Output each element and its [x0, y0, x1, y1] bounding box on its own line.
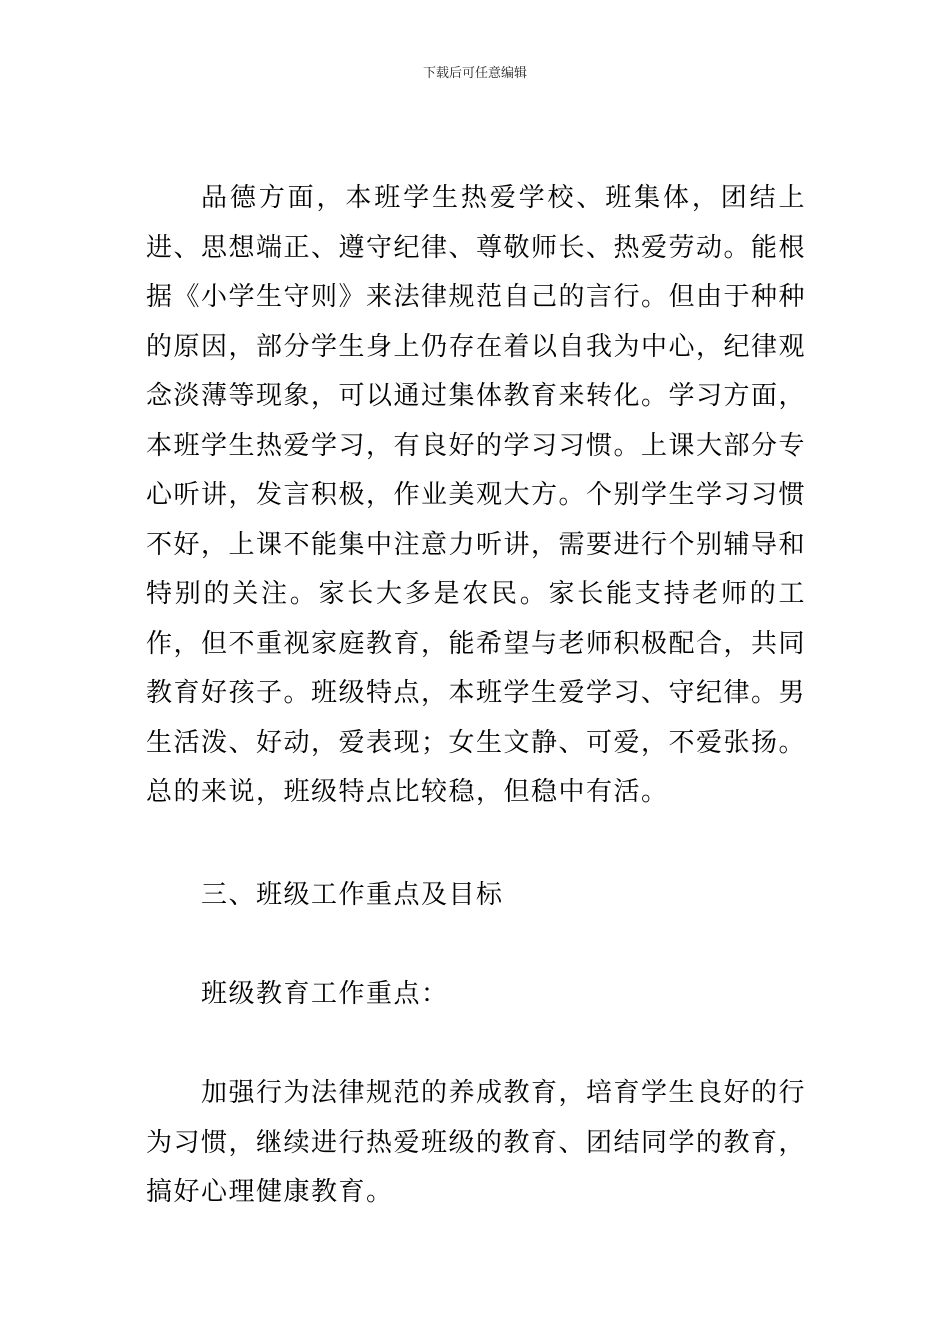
paragraph-class-situation: 品德方面，本班学生热爱学校、班集体，团结上进、思想端正、遵守纪律、尊敬师长、热爱劳动。能根据《小学生守则》来法律规范自己的言行。但由于种种的原因，部分学生身上仍存在着以自我为中心，纪律观念淡薄等现象，可以通过集体教育来转化。学习方面，本班学生热爱学习，有良好的学习习惯。上课大部分专心听讲，发言积极，作业美观大方。个别学生学习习惯不好，上课不能集中注意力听讲，需要进行个别辅导和特别的关注。家长大多是农民。家长能支持老师的工作，但不重视家庭教育，能希望与老师积极配合，共同教育好孩子。班级特点，本班学生爱学习、守纪律。男生活泼、好动，爱表现；女生文静、可爱，不爱张扬。总的来说，班级特点比较稳，但稳中有活。: [146, 183, 807, 807]
page-header-note: 下载后可任意编辑: [422, 66, 527, 81]
subheading-education-focus: 班级教育工作重点：: [201, 979, 449, 1009]
paragraph-education-focus: 加强行为法律规范的养成教育，培育学生良好的行为习惯，继续进行热爱班级的教育、团结同学的教育，搞好心理健康教育。: [146, 1078, 807, 1207]
section-heading-work-focus: 三、班级工作重点及目标: [201, 880, 504, 910]
